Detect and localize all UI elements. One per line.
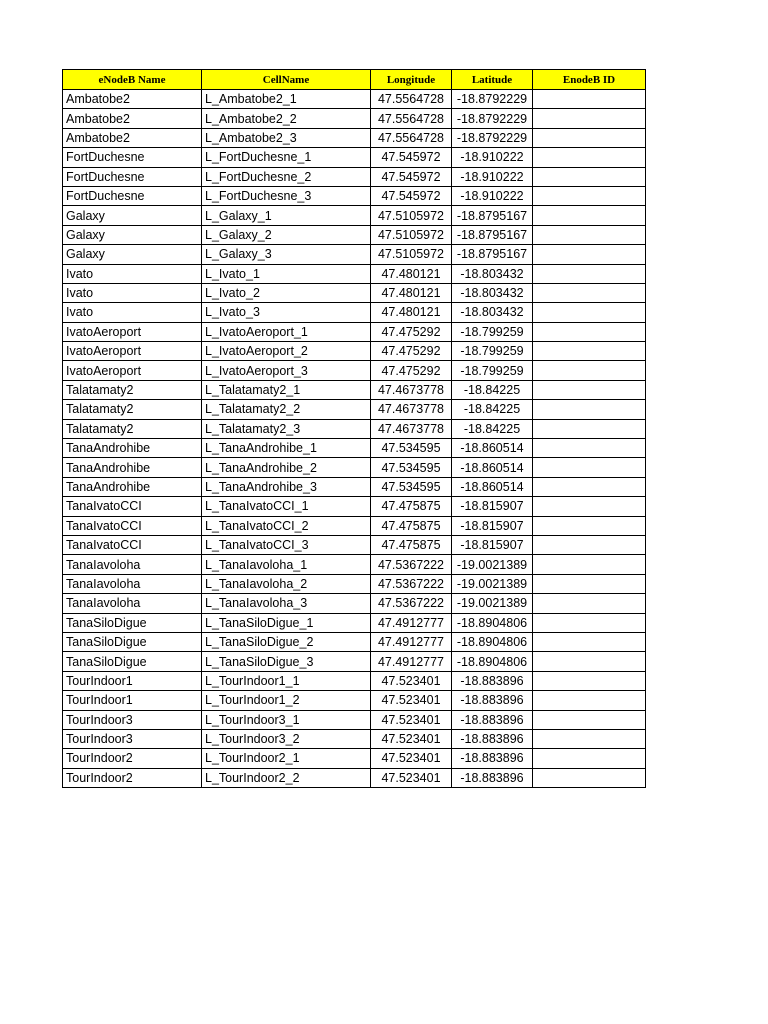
longitude-cell[interactable]: 47.480121: [371, 264, 452, 283]
enodeb-id-cell[interactable]: [533, 439, 646, 458]
latitude-cell[interactable]: -19.0021389: [452, 555, 533, 574]
latitude-cell[interactable]: -18.860514: [452, 439, 533, 458]
longitude-cell[interactable]: 47.5105972: [371, 225, 452, 244]
enodeb-id-cell[interactable]: [533, 245, 646, 264]
latitude-cell[interactable]: -18.883896: [452, 671, 533, 690]
cellname-cell[interactable]: L_TourIndoor2_2: [202, 768, 371, 787]
longitude-cell[interactable]: 47.4673778: [371, 400, 452, 419]
table-row: [63, 283, 646, 302]
enodeb-id-cell[interactable]: [533, 225, 646, 244]
enodeb-name-cell[interactable]: Talatamaty2: [63, 400, 202, 419]
cellname-cell[interactable]: L_Talatamaty2_2: [202, 400, 371, 419]
table-row: [63, 303, 646, 322]
header-enodeb-id[interactable]: EnodeB ID: [533, 70, 646, 90]
latitude-cell[interactable]: -18.8792229: [452, 90, 533, 109]
table-row: [63, 322, 646, 341]
longitude-cell[interactable]: 47.523401: [371, 710, 452, 729]
enodeb-id-cell[interactable]: [533, 477, 646, 496]
cellname-cell[interactable]: L_FortDuchesne_1: [202, 148, 371, 167]
enodeb-name-cell[interactable]: IvatoAeroport: [63, 322, 202, 341]
cellname-cell[interactable]: L_TourIndoor3_1: [202, 710, 371, 729]
latitude-cell[interactable]: -18.803432: [452, 283, 533, 302]
longitude-cell[interactable]: 47.5564728: [371, 109, 452, 128]
cellname-cell[interactable]: L_Talatamaty2_1: [202, 380, 371, 399]
cellname-cell[interactable]: L_Ivato_2: [202, 283, 371, 302]
enodeb-name-cell[interactable]: TanaIvatoCCI: [63, 497, 202, 516]
enodeb-id-cell[interactable]: [533, 497, 646, 516]
enodeb-name-cell[interactable]: Talatamaty2: [63, 419, 202, 438]
table-row: [63, 729, 646, 748]
enodeb-id-cell[interactable]: [533, 729, 646, 748]
enodeb-name-cell[interactable]: TourIndoor3: [63, 729, 202, 748]
cellname-cell[interactable]: L_TanaIvatoCCI_1: [202, 497, 371, 516]
longitude-cell[interactable]: 47.5564728: [371, 128, 452, 147]
longitude-cell[interactable]: 47.475875: [371, 516, 452, 535]
latitude-cell[interactable]: -18.883896: [452, 691, 533, 710]
longitude-cell[interactable]: 47.545972: [371, 186, 452, 205]
latitude-cell[interactable]: -19.0021389: [452, 574, 533, 593]
latitude-cell[interactable]: -18.860514: [452, 477, 533, 496]
latitude-cell[interactable]: -18.84225: [452, 400, 533, 419]
table-row: [63, 342, 646, 361]
longitude-cell[interactable]: 47.4912777: [371, 613, 452, 632]
table-row: [63, 225, 646, 244]
cellname-cell[interactable]: L_TourIndoor2_1: [202, 749, 371, 768]
header-longitude[interactable]: Longitude: [371, 70, 452, 90]
latitude-cell[interactable]: -18.883896: [452, 710, 533, 729]
enodeb-id-cell[interactable]: [533, 264, 646, 283]
enodeb-id-cell[interactable]: [533, 671, 646, 690]
enodeb-id-cell[interactable]: [533, 613, 646, 632]
enodeb-name-cell[interactable]: Ambatobe2: [63, 128, 202, 147]
longitude-cell[interactable]: 47.480121: [371, 283, 452, 302]
table-row: [63, 535, 646, 554]
enodeb-name-cell[interactable]: TanaIavoloha: [63, 574, 202, 593]
enodeb-id-cell[interactable]: [533, 380, 646, 399]
cellname-cell[interactable]: L_Galaxy_3: [202, 245, 371, 264]
table-row: [63, 749, 646, 768]
table-row: [63, 264, 646, 283]
header-enodeb-name[interactable]: eNodeB Name: [63, 70, 202, 90]
longitude-cell[interactable]: 47.4673778: [371, 380, 452, 399]
longitude-cell[interactable]: 47.475292: [371, 322, 452, 341]
enodeb-name-cell[interactable]: TanaAndrohibe: [63, 477, 202, 496]
enodeb-name-cell[interactable]: TourIndoor1: [63, 691, 202, 710]
enodeb-id-cell[interactable]: [533, 574, 646, 593]
latitude-cell[interactable]: -18.799259: [452, 342, 533, 361]
cell-table: [62, 69, 646, 788]
latitude-cell[interactable]: -18.8795167: [452, 225, 533, 244]
enodeb-name-cell[interactable]: Galaxy: [63, 206, 202, 225]
cellname-cell[interactable]: L_FortDuchesne_2: [202, 167, 371, 186]
enodeb-id-cell[interactable]: [533, 342, 646, 361]
latitude-cell[interactable]: -18.910222: [452, 148, 533, 167]
cellname-cell[interactable]: L_Ambatobe2_1: [202, 90, 371, 109]
latitude-cell[interactable]: -18.803432: [452, 264, 533, 283]
cellname-cell[interactable]: L_TanaSiloDigue_3: [202, 652, 371, 671]
cellname-cell[interactable]: L_FortDuchesne_3: [202, 186, 371, 205]
cellname-cell[interactable]: L_TanaIvatoCCI_3: [202, 535, 371, 554]
table-row: [63, 361, 646, 380]
cellname-cell[interactable]: L_Ambatobe2_2: [202, 109, 371, 128]
longitude-cell[interactable]: 47.4912777: [371, 632, 452, 651]
enodeb-name-cell[interactable]: Galaxy: [63, 245, 202, 264]
enodeb-id-cell[interactable]: [533, 148, 646, 167]
latitude-cell[interactable]: -18.84225: [452, 419, 533, 438]
longitude-cell[interactable]: 47.475292: [371, 342, 452, 361]
latitude-cell[interactable]: -18.8792229: [452, 109, 533, 128]
header-row: [63, 70, 646, 90]
enodeb-id-cell[interactable]: [533, 710, 646, 729]
latitude-cell[interactable]: -18.815907: [452, 516, 533, 535]
enodeb-id-cell[interactable]: [533, 594, 646, 613]
table-row: [63, 90, 646, 109]
enodeb-id-cell[interactable]: [533, 283, 646, 302]
latitude-cell[interactable]: -18.883896: [452, 768, 533, 787]
table-row: [63, 768, 646, 787]
enodeb-name-cell[interactable]: Ivato: [63, 264, 202, 283]
longitude-cell[interactable]: 47.5105972: [371, 245, 452, 264]
table-row: [63, 186, 646, 205]
cellname-cell[interactable]: L_TourIndoor1_2: [202, 691, 371, 710]
enodeb-id-cell[interactable]: [533, 768, 646, 787]
enodeb-id-cell[interactable]: [533, 555, 646, 574]
enodeb-id-cell[interactable]: [533, 652, 646, 671]
table-row: [63, 497, 646, 516]
longitude-cell[interactable]: 47.523401: [371, 749, 452, 768]
enodeb-name-cell[interactable]: FortDuchesne: [63, 167, 202, 186]
enodeb-name-cell[interactable]: Talatamaty2: [63, 380, 202, 399]
enodeb-name-cell[interactable]: TanaIvatoCCI: [63, 535, 202, 554]
cellname-cell[interactable]: L_TanaIavoloha_3: [202, 594, 371, 613]
enodeb-name-cell[interactable]: IvatoAeroport: [63, 342, 202, 361]
latitude-cell[interactable]: -18.910222: [452, 186, 533, 205]
table-row: [63, 400, 646, 419]
cellname-cell[interactable]: L_IvatoAeroport_3: [202, 361, 371, 380]
enodeb-name-cell[interactable]: TanaIavoloha: [63, 594, 202, 613]
longitude-cell[interactable]: 47.523401: [371, 671, 452, 690]
cellname-cell[interactable]: L_TourIndoor3_2: [202, 729, 371, 748]
cellname-cell[interactable]: L_Ambatobe2_3: [202, 128, 371, 147]
enodeb-id-cell[interactable]: [533, 419, 646, 438]
enodeb-name-cell[interactable]: TanaIavoloha: [63, 555, 202, 574]
enodeb-id-cell[interactable]: [533, 749, 646, 768]
cellname-cell[interactable]: L_TanaSiloDigue_2: [202, 632, 371, 651]
table-row: [63, 148, 646, 167]
table-row: [63, 380, 646, 399]
longitude-cell[interactable]: 47.5367222: [371, 594, 452, 613]
latitude-cell[interactable]: -18.799259: [452, 322, 533, 341]
enodeb-name-cell[interactable]: TourIndoor3: [63, 710, 202, 729]
longitude-cell[interactable]: 47.5367222: [371, 555, 452, 574]
longitude-cell[interactable]: 47.545972: [371, 148, 452, 167]
latitude-cell[interactable]: -18.815907: [452, 497, 533, 516]
table-row: [63, 632, 646, 651]
latitude-cell[interactable]: -18.803432: [452, 303, 533, 322]
enodeb-id-cell[interactable]: [533, 400, 646, 419]
table-row: [63, 555, 646, 574]
longitude-cell[interactable]: 47.475875: [371, 497, 452, 516]
enodeb-name-cell[interactable]: Ambatobe2: [63, 109, 202, 128]
table-row: [63, 671, 646, 690]
table-row: [63, 419, 646, 438]
longitude-cell[interactable]: 47.5105972: [371, 206, 452, 225]
table-row: [63, 245, 646, 264]
enodeb-name-cell[interactable]: TanaSiloDigue: [63, 632, 202, 651]
enodeb-id-cell[interactable]: [533, 109, 646, 128]
longitude-cell[interactable]: 47.480121: [371, 303, 452, 322]
enodeb-id-cell[interactable]: [533, 632, 646, 651]
cellname-cell[interactable]: L_Talatamaty2_3: [202, 419, 371, 438]
header-latitude[interactable]: Latitude: [452, 70, 533, 90]
enodeb-id-cell[interactable]: [533, 691, 646, 710]
enodeb-name-cell[interactable]: TanaAndrohibe: [63, 439, 202, 458]
longitude-cell[interactable]: 47.534595: [371, 458, 452, 477]
latitude-cell[interactable]: -18.84225: [452, 380, 533, 399]
cellname-cell[interactable]: L_Galaxy_2: [202, 225, 371, 244]
cellname-cell[interactable]: L_TanaAndrohibe_3: [202, 477, 371, 496]
latitude-cell[interactable]: -18.910222: [452, 167, 533, 186]
enodeb-id-cell[interactable]: [533, 167, 646, 186]
enodeb-name-cell[interactable]: TanaSiloDigue: [63, 613, 202, 632]
table-row: [63, 613, 646, 632]
cellname-cell[interactable]: L_Ivato_1: [202, 264, 371, 283]
enodeb-id-cell[interactable]: [533, 128, 646, 147]
longitude-cell[interactable]: 47.534595: [371, 477, 452, 496]
table-row: [63, 458, 646, 477]
latitude-cell[interactable]: -18.8904806: [452, 632, 533, 651]
cellname-cell[interactable]: L_TanaIavoloha_1: [202, 555, 371, 574]
cellname-cell[interactable]: L_TanaAndrohibe_2: [202, 458, 371, 477]
cellname-cell[interactable]: L_TourIndoor1_1: [202, 671, 371, 690]
enodeb-id-cell[interactable]: [533, 361, 646, 380]
enodeb-name-cell[interactable]: FortDuchesne: [63, 186, 202, 205]
longitude-cell[interactable]: 47.475292: [371, 361, 452, 380]
latitude-cell[interactable]: -18.8795167: [452, 245, 533, 264]
latitude-cell[interactable]: -18.8795167: [452, 206, 533, 225]
enodeb-name-cell[interactable]: TourIndoor2: [63, 749, 202, 768]
enodeb-name-cell[interactable]: FortDuchesne: [63, 148, 202, 167]
enodeb-id-cell[interactable]: [533, 186, 646, 205]
table-row: [63, 128, 646, 147]
longitude-cell[interactable]: 47.4673778: [371, 419, 452, 438]
table-row: [63, 477, 646, 496]
table-row: [63, 691, 646, 710]
enodeb-id-cell[interactable]: [533, 458, 646, 477]
longitude-cell[interactable]: 47.545972: [371, 167, 452, 186]
enodeb-name-cell[interactable]: IvatoAeroport: [63, 361, 202, 380]
latitude-cell[interactable]: -18.8904806: [452, 613, 533, 632]
table-row: [63, 439, 646, 458]
table-row: [63, 652, 646, 671]
cellname-cell[interactable]: L_IvatoAeroport_1: [202, 322, 371, 341]
cellname-cell[interactable]: L_TanaAndrohibe_1: [202, 439, 371, 458]
enodeb-id-cell[interactable]: [533, 322, 646, 341]
enodeb-id-cell[interactable]: [533, 90, 646, 109]
latitude-cell[interactable]: -18.799259: [452, 361, 533, 380]
cellname-cell[interactable]: L_Galaxy_1: [202, 206, 371, 225]
table-row: [63, 167, 646, 186]
latitude-cell[interactable]: -18.883896: [452, 729, 533, 748]
table-row: [63, 516, 646, 535]
enodeb-name-cell[interactable]: TanaAndrohibe: [63, 458, 202, 477]
table-row: [63, 574, 646, 593]
enodeb-name-cell[interactable]: TourIndoor1: [63, 671, 202, 690]
table-row: [63, 594, 646, 613]
enodeb-name-cell[interactable]: Galaxy: [63, 225, 202, 244]
enodeb-id-cell[interactable]: [533, 303, 646, 322]
longitude-cell[interactable]: 47.475875: [371, 535, 452, 554]
table-row: [63, 109, 646, 128]
enodeb-name-cell[interactable]: TanaSiloDigue: [63, 652, 202, 671]
latitude-cell[interactable]: -18.8792229: [452, 128, 533, 147]
enodeb-id-cell[interactable]: [533, 516, 646, 535]
cellname-cell[interactable]: L_TanaIvatoCCI_2: [202, 516, 371, 535]
table-row: [63, 710, 646, 729]
cellname-cell[interactable]: L_IvatoAeroport_2: [202, 342, 371, 361]
cellname-cell[interactable]: L_TanaSiloDigue_1: [202, 613, 371, 632]
enodeb-name-cell[interactable]: Ivato: [63, 303, 202, 322]
cellname-cell[interactable]: L_Ivato_3: [202, 303, 371, 322]
enodeb-name-cell[interactable]: TourIndoor2: [63, 768, 202, 787]
enodeb-name-cell[interactable]: Ivato: [63, 283, 202, 302]
longitude-cell[interactable]: 47.5367222: [371, 574, 452, 593]
latitude-cell[interactable]: -18.8904806: [452, 652, 533, 671]
latitude-cell[interactable]: -18.883896: [452, 749, 533, 768]
table-row: [63, 206, 646, 225]
latitude-cell[interactable]: -18.860514: [452, 458, 533, 477]
enodeb-id-cell[interactable]: [533, 206, 646, 225]
enodeb-name-cell[interactable]: TanaIvatoCCI: [63, 516, 202, 535]
longitude-cell[interactable]: 47.5564728: [371, 90, 452, 109]
longitude-cell[interactable]: 47.523401: [371, 729, 452, 748]
latitude-cell[interactable]: -18.815907: [452, 535, 533, 554]
enodeb-name-cell[interactable]: Ambatobe2: [63, 90, 202, 109]
enodeb-id-cell[interactable]: [533, 535, 646, 554]
longitude-cell[interactable]: 47.4912777: [371, 652, 452, 671]
latitude-cell[interactable]: -19.0021389: [452, 594, 533, 613]
longitude-cell[interactable]: 47.534595: [371, 439, 452, 458]
longitude-cell[interactable]: 47.523401: [371, 691, 452, 710]
header-cellname[interactable]: CellName: [202, 70, 371, 90]
longitude-cell[interactable]: 47.523401: [371, 768, 452, 787]
cellname-cell[interactable]: L_TanaIavoloha_2: [202, 574, 371, 593]
